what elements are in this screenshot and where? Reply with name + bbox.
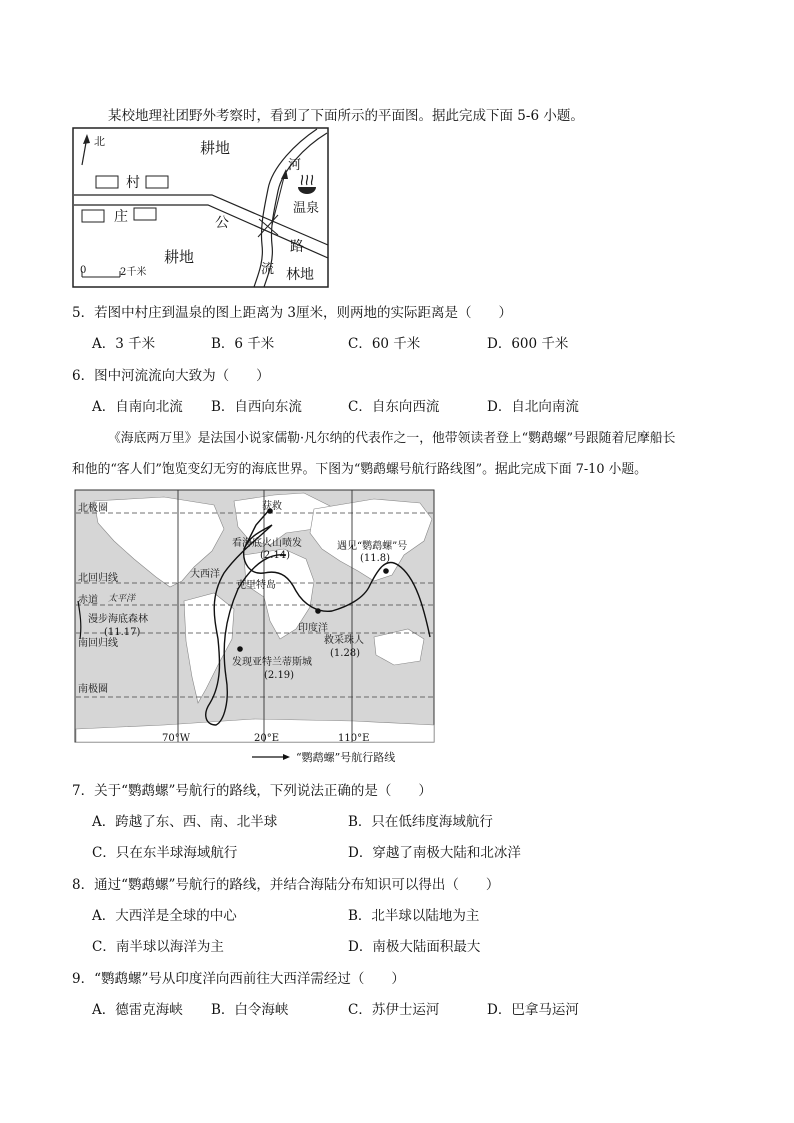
- volcano-label-line2: (2.14): [260, 550, 291, 561]
- intro-text-7-10-line1: 《海底两万里》是法国小说家儒勒·凡尔纳的代表作之一，他带领读者登上“鹦鹉螺”号跟随着尼摩船长: [108, 431, 676, 446]
- question-9-stem: 9．“鹦鹉螺”号从印度洋向西前往大西洋需经过（ ）: [72, 971, 405, 987]
- meet-label-line2: (11.8): [360, 553, 391, 564]
- q5-option-d[interactable]: D．600 千米: [487, 336, 569, 352]
- lon-70w-label: 70°W: [162, 733, 191, 744]
- house-icon: [96, 176, 118, 188]
- farmland-bottom-label: 耕地: [164, 248, 195, 266]
- house-icon: [146, 176, 168, 188]
- voyage-route-map: [74, 489, 436, 765]
- scale-label: 2千米: [120, 267, 147, 278]
- lon-110e-label: 110°E: [338, 733, 370, 744]
- equator-label: 赤道: [78, 595, 98, 606]
- meet-label-line1: 遇见“鹦鹉螺”号: [337, 541, 408, 552]
- north-label: 北: [94, 135, 105, 148]
- arctic-circle-label: 北极圈: [78, 503, 108, 514]
- forest-label: 林地: [286, 267, 314, 283]
- road-label-b: 路: [290, 239, 304, 255]
- q7-option-c[interactable]: C．只在东半球海域航行: [92, 845, 238, 861]
- q8-option-a[interactable]: A．大西洋是全球的中心: [92, 908, 237, 924]
- plan-map: [72, 127, 330, 289]
- legend-label: “鹦鹉螺”号航行路线: [296, 751, 396, 764]
- atlantis-label-line1: 发现亚特兰蒂斯城: [232, 657, 312, 668]
- intro-text-7-10-line2: 和他的“客人们”饱览变幻无穷的海底世界。下图为“鹦鹉螺号航行路线图”。据此完成下面 7-10 小题。: [72, 462, 647, 477]
- forest-walk-label-line2: (11.17): [104, 627, 141, 638]
- q6-option-d[interactable]: D．自北向南流: [487, 399, 579, 415]
- q6-option-c[interactable]: C．自东向西流: [348, 399, 440, 415]
- village-label-b: 庄: [114, 209, 128, 225]
- forest-walk-label-line1: 漫步海底森林: [88, 614, 148, 625]
- atlantis-marker: [237, 646, 243, 652]
- farmland-top-label: 耕地: [200, 139, 231, 157]
- crete-label: 克里特岛: [236, 580, 276, 591]
- indian-ocean-label: 印度洋: [298, 623, 328, 634]
- q6-option-a[interactable]: A．自南向北流: [92, 399, 183, 415]
- q5-option-a[interactable]: A．3 千米: [92, 336, 156, 352]
- river-label-a: 河: [288, 158, 302, 173]
- tropic-of-capricorn-label: 南回归线: [78, 638, 118, 649]
- q7-option-a[interactable]: A．跨越了东、西、南、北半球: [92, 814, 278, 830]
- atlantic-label: 大西洋: [190, 569, 220, 580]
- volcano-label-line1: 看海底火山喷发: [232, 538, 302, 549]
- road-label-a: 公: [215, 215, 229, 231]
- antarctic-circle-label: 南极圈: [78, 684, 108, 695]
- question-8-stem: 8．通过“鹦鹉螺”号航行的路线，并结合海陆分布知识可以得出（ ）: [72, 877, 500, 893]
- lon-20e-label: 20°E: [254, 733, 280, 744]
- atlantis-label-line2: (2.19): [264, 670, 295, 681]
- q9-option-d[interactable]: D．巴拿马运河: [487, 1002, 579, 1018]
- pearl-label-line1: 救采珠人: [324, 635, 364, 646]
- scale-zero: 0: [80, 265, 87, 276]
- intro-text-5-6: 某校地理社团野外考察时，看到了下面所示的平面图。据此完成下面 5-6 小题。: [108, 108, 584, 124]
- meet-marker: [383, 568, 389, 574]
- pearl-label-line2: (1.28): [330, 648, 361, 659]
- pacific-label: 太平洋: [108, 594, 136, 604]
- question-6-stem: 6．图中河流流向大致为（ ）: [72, 368, 270, 384]
- q7-option-b[interactable]: B．只在低纬度海域航行: [348, 814, 493, 830]
- hot-spring-label: 温泉: [293, 201, 320, 216]
- q8-option-b[interactable]: B．北半球以陆地为主: [348, 908, 480, 924]
- q9-option-a[interactable]: A．德雷克海峡: [92, 1002, 183, 1018]
- house-icon: [82, 210, 104, 222]
- village-label-a: 村: [126, 175, 140, 191]
- q7-option-d[interactable]: D．穿越了南极大陆和北冰洋: [348, 845, 521, 861]
- question-7-stem: 7．关于“鹦鹉螺”号航行的路线，下列说法正确的是（ ）: [72, 783, 432, 799]
- q9-option-c[interactable]: C．苏伊士运河: [348, 1002, 440, 1018]
- river-label-b: 流: [261, 262, 275, 277]
- q8-option-c[interactable]: C．南半球以海洋为主: [92, 939, 224, 955]
- q8-option-d[interactable]: D．南极大陆面积最大: [348, 939, 481, 955]
- rescue-label: 获救: [262, 501, 282, 512]
- tropic-of-cancer-label: 北回归线: [78, 573, 118, 584]
- q9-option-b[interactable]: B．白令海峡: [211, 1002, 289, 1018]
- pearl-marker: [315, 608, 321, 614]
- q5-option-c[interactable]: C．60 千米: [348, 336, 421, 352]
- q6-option-b[interactable]: B．自西向东流: [211, 399, 302, 415]
- house-icon: [134, 208, 156, 220]
- q5-option-b[interactable]: B．6 千米: [211, 336, 275, 352]
- legend-arrow-icon: [252, 754, 290, 760]
- question-5-stem: 5．若图中村庄到温泉的图上距离为 3厘米，则两地的实际距离是（ ）: [72, 305, 512, 321]
